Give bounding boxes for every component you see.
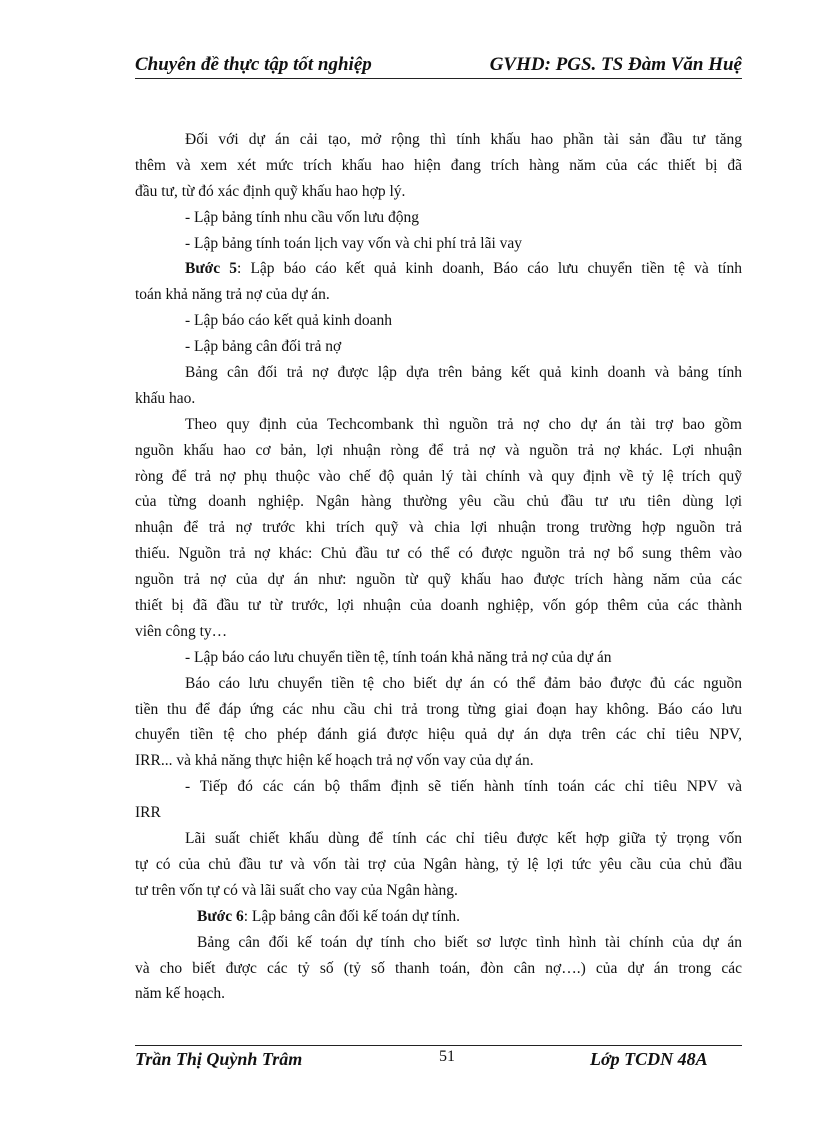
text-line <box>135 930 742 956</box>
line-text: - Lập bảng tính nhu cầu vốn lưu động <box>185 208 419 226</box>
text-line <box>135 748 742 774</box>
paragraph <box>135 205 742 231</box>
line-text: - Lập bảng tính toán lịch vay vốn và chi phí trả lãi vay <box>185 234 523 252</box>
header-supervisor: GVHD: PGS. TS Đàm Văn Huệ <box>489 54 742 75</box>
text-line <box>135 334 742 360</box>
line-text: viên công ty… <box>135 622 228 640</box>
line-text: tự có của chủ đầu tư và vốn tài trợ của Ngân hàng, tỷ lệ lợi tức yêu cầu của chủ đầu <box>135 855 742 873</box>
paragraph <box>135 645 742 671</box>
line-text: tiền thu để đáp ứng các nhu cầu chi trả trong từng giai đoạn hay không. Báo cáo lưu <box>135 700 742 718</box>
paragraph <box>135 127 742 205</box>
text-line <box>135 386 742 412</box>
footer-class: Lớp TCDN 48A <box>590 1049 708 1069</box>
text-line <box>135 774 742 800</box>
text-line <box>135 127 742 153</box>
text-line <box>135 852 742 878</box>
page-header <box>135 52 742 79</box>
line-text: IRR <box>135 804 161 822</box>
text-line <box>135 878 742 904</box>
line-text: thiếu. Nguồn trả nợ khác: Chủ đầu tư có thể có được nguồn trả nợ bổ sung thêm vào <box>135 545 742 563</box>
paragraph <box>135 671 742 775</box>
paragraph <box>135 231 742 257</box>
line-text: Bảng cân đối kế toán dự tính cho biết sơ lược tình hình tài chính của dự án <box>197 933 742 951</box>
text-line <box>135 800 742 826</box>
step-label: Bước 6 <box>197 907 244 925</box>
text-line <box>135 697 742 723</box>
line-text: Báo cáo lưu chuyển tiền tệ cho biết dự án có thể đảm bảo được đủ các nguồn <box>185 674 742 692</box>
text-line <box>135 567 742 593</box>
line-text: khấu hao. <box>135 389 196 407</box>
text-line <box>135 619 742 645</box>
text-line <box>135 515 742 541</box>
text-line <box>135 981 742 1007</box>
line-text: năm kế hoạch. <box>135 985 225 1003</box>
line-text: nguồn trả nợ của dự án như: nguồn từ quỹ khấu hao được trích hàng năm của các <box>135 571 742 589</box>
line-text: toán khả năng trả nợ của dự án. <box>135 286 330 304</box>
text-line <box>135 904 742 930</box>
line-text: : Lập bảng cân đối kế toán dự tính. <box>243 907 461 925</box>
line-text: và cho biết được các tỷ số (tỷ số thanh toán, đòn cân nợ….) của dự án trong các <box>135 959 742 977</box>
text-line <box>135 153 742 179</box>
line-text: ròng để trả nợ phụ thuộc vào chế độ quản lý tài chính và quy định về tỷ lệ trích quỹ <box>135 467 742 485</box>
line-text: đầu tư, từ đó xác định quỹ khấu hao hợp lý. <box>135 182 406 200</box>
paragraph <box>135 826 742 904</box>
footer-author: Trần Thị Quỳnh Trâm <box>135 1049 303 1069</box>
text-line <box>135 308 742 334</box>
line-text: Theo quy định của Techcombank thì nguồn trả nợ cho dự án tài trợ bao gồm <box>185 415 742 433</box>
line-text: IRR... và khả năng thực hiện kế hoạch trả nợ vốn vay của dự án. <box>135 752 534 770</box>
page-number: 51 <box>439 1048 455 1065</box>
text-line <box>135 179 742 205</box>
paragraph <box>135 904 742 930</box>
paragraph <box>135 256 742 308</box>
text-line <box>135 956 742 982</box>
line-text: Đối với dự án cải tạo, mở rộng thì tính khấu hao phần tài sản đầu tư tăng <box>185 131 742 148</box>
line-text: Bảng cân đối trả nợ được lập dựa trên bảng kết quả kinh doanh và bảng tính <box>185 364 742 382</box>
paragraph <box>135 412 742 645</box>
text-line <box>135 438 742 464</box>
line-text: Lãi suất chiết khấu dùng để tính các chỉ tiêu được kết hợp giữa tỷ trọng vốn <box>185 830 742 848</box>
text-line <box>135 722 742 748</box>
text-line <box>135 593 742 619</box>
text-line <box>135 464 742 490</box>
text-line <box>135 231 742 257</box>
line-text: của từng doanh nghiệp. Ngân hàng thường yêu cầu chủ đầu tư ưu tiên dùng lợi <box>135 493 742 511</box>
text-line <box>135 826 742 852</box>
text-line <box>135 205 742 231</box>
text-line <box>135 360 742 386</box>
paragraph <box>135 334 742 360</box>
text-line <box>135 671 742 697</box>
page-footer <box>135 1045 742 1076</box>
line-text: tư trên vốn tự có và lãi suất cho vay của Ngân hàng. <box>135 881 458 899</box>
line-text: - Lập bảng cân đối trả nợ <box>185 338 342 356</box>
paragraph <box>135 308 742 334</box>
line-text: - Tiếp đó các cán bộ thẩm định sẽ tiến hành tính toán các chỉ tiêu NPV và <box>185 778 742 796</box>
line-text: thiết bị đã đầu tư từ trước, lợi nhuận của doanh nghiệp, vốn góp thêm của các thành <box>135 597 742 615</box>
text-line <box>135 256 742 282</box>
text-line <box>135 541 742 567</box>
step-label: Bước 5 <box>185 260 237 278</box>
text-line <box>135 645 742 671</box>
line-text: - Lập báo cáo kết quả kinh doanh <box>185 312 393 330</box>
line-text: nhuận để trả nợ trước khi trích quỹ và chia lợi nhuận trong trường hợp nguồn trả <box>135 519 742 537</box>
text-line <box>135 282 742 308</box>
text-line <box>135 489 742 515</box>
text-line <box>135 412 742 438</box>
paragraph <box>135 930 742 1008</box>
line-text: - Lập báo cáo lưu chuyển tiền tệ, tính toán khả năng trả nợ của dự án <box>185 648 612 666</box>
paragraph <box>135 360 742 412</box>
line-text: thêm và xem xét mức trích khấu hao hiện đang trích hàng năm của các thiết bị đã <box>135 156 742 174</box>
header-title: Chuyên đề thực tập tốt nghiệp <box>135 54 372 75</box>
paragraph <box>135 774 742 826</box>
document-body <box>135 127 742 1007</box>
line-text: nguồn khấu hao cơ bản, lợi nhuận ròng để trả nợ và nguồn trả nợ khác. Lợi nhuận <box>135 441 742 459</box>
line-text: : Lập báo cáo kết quả kinh doanh, Báo cáo lưu chuyển tiền tệ và tính <box>237 260 742 278</box>
line-text: chuyển tiền tệ cho phép đánh giá được hiệu quả dự án dựa trên các chỉ tiêu NPV, <box>135 726 742 744</box>
